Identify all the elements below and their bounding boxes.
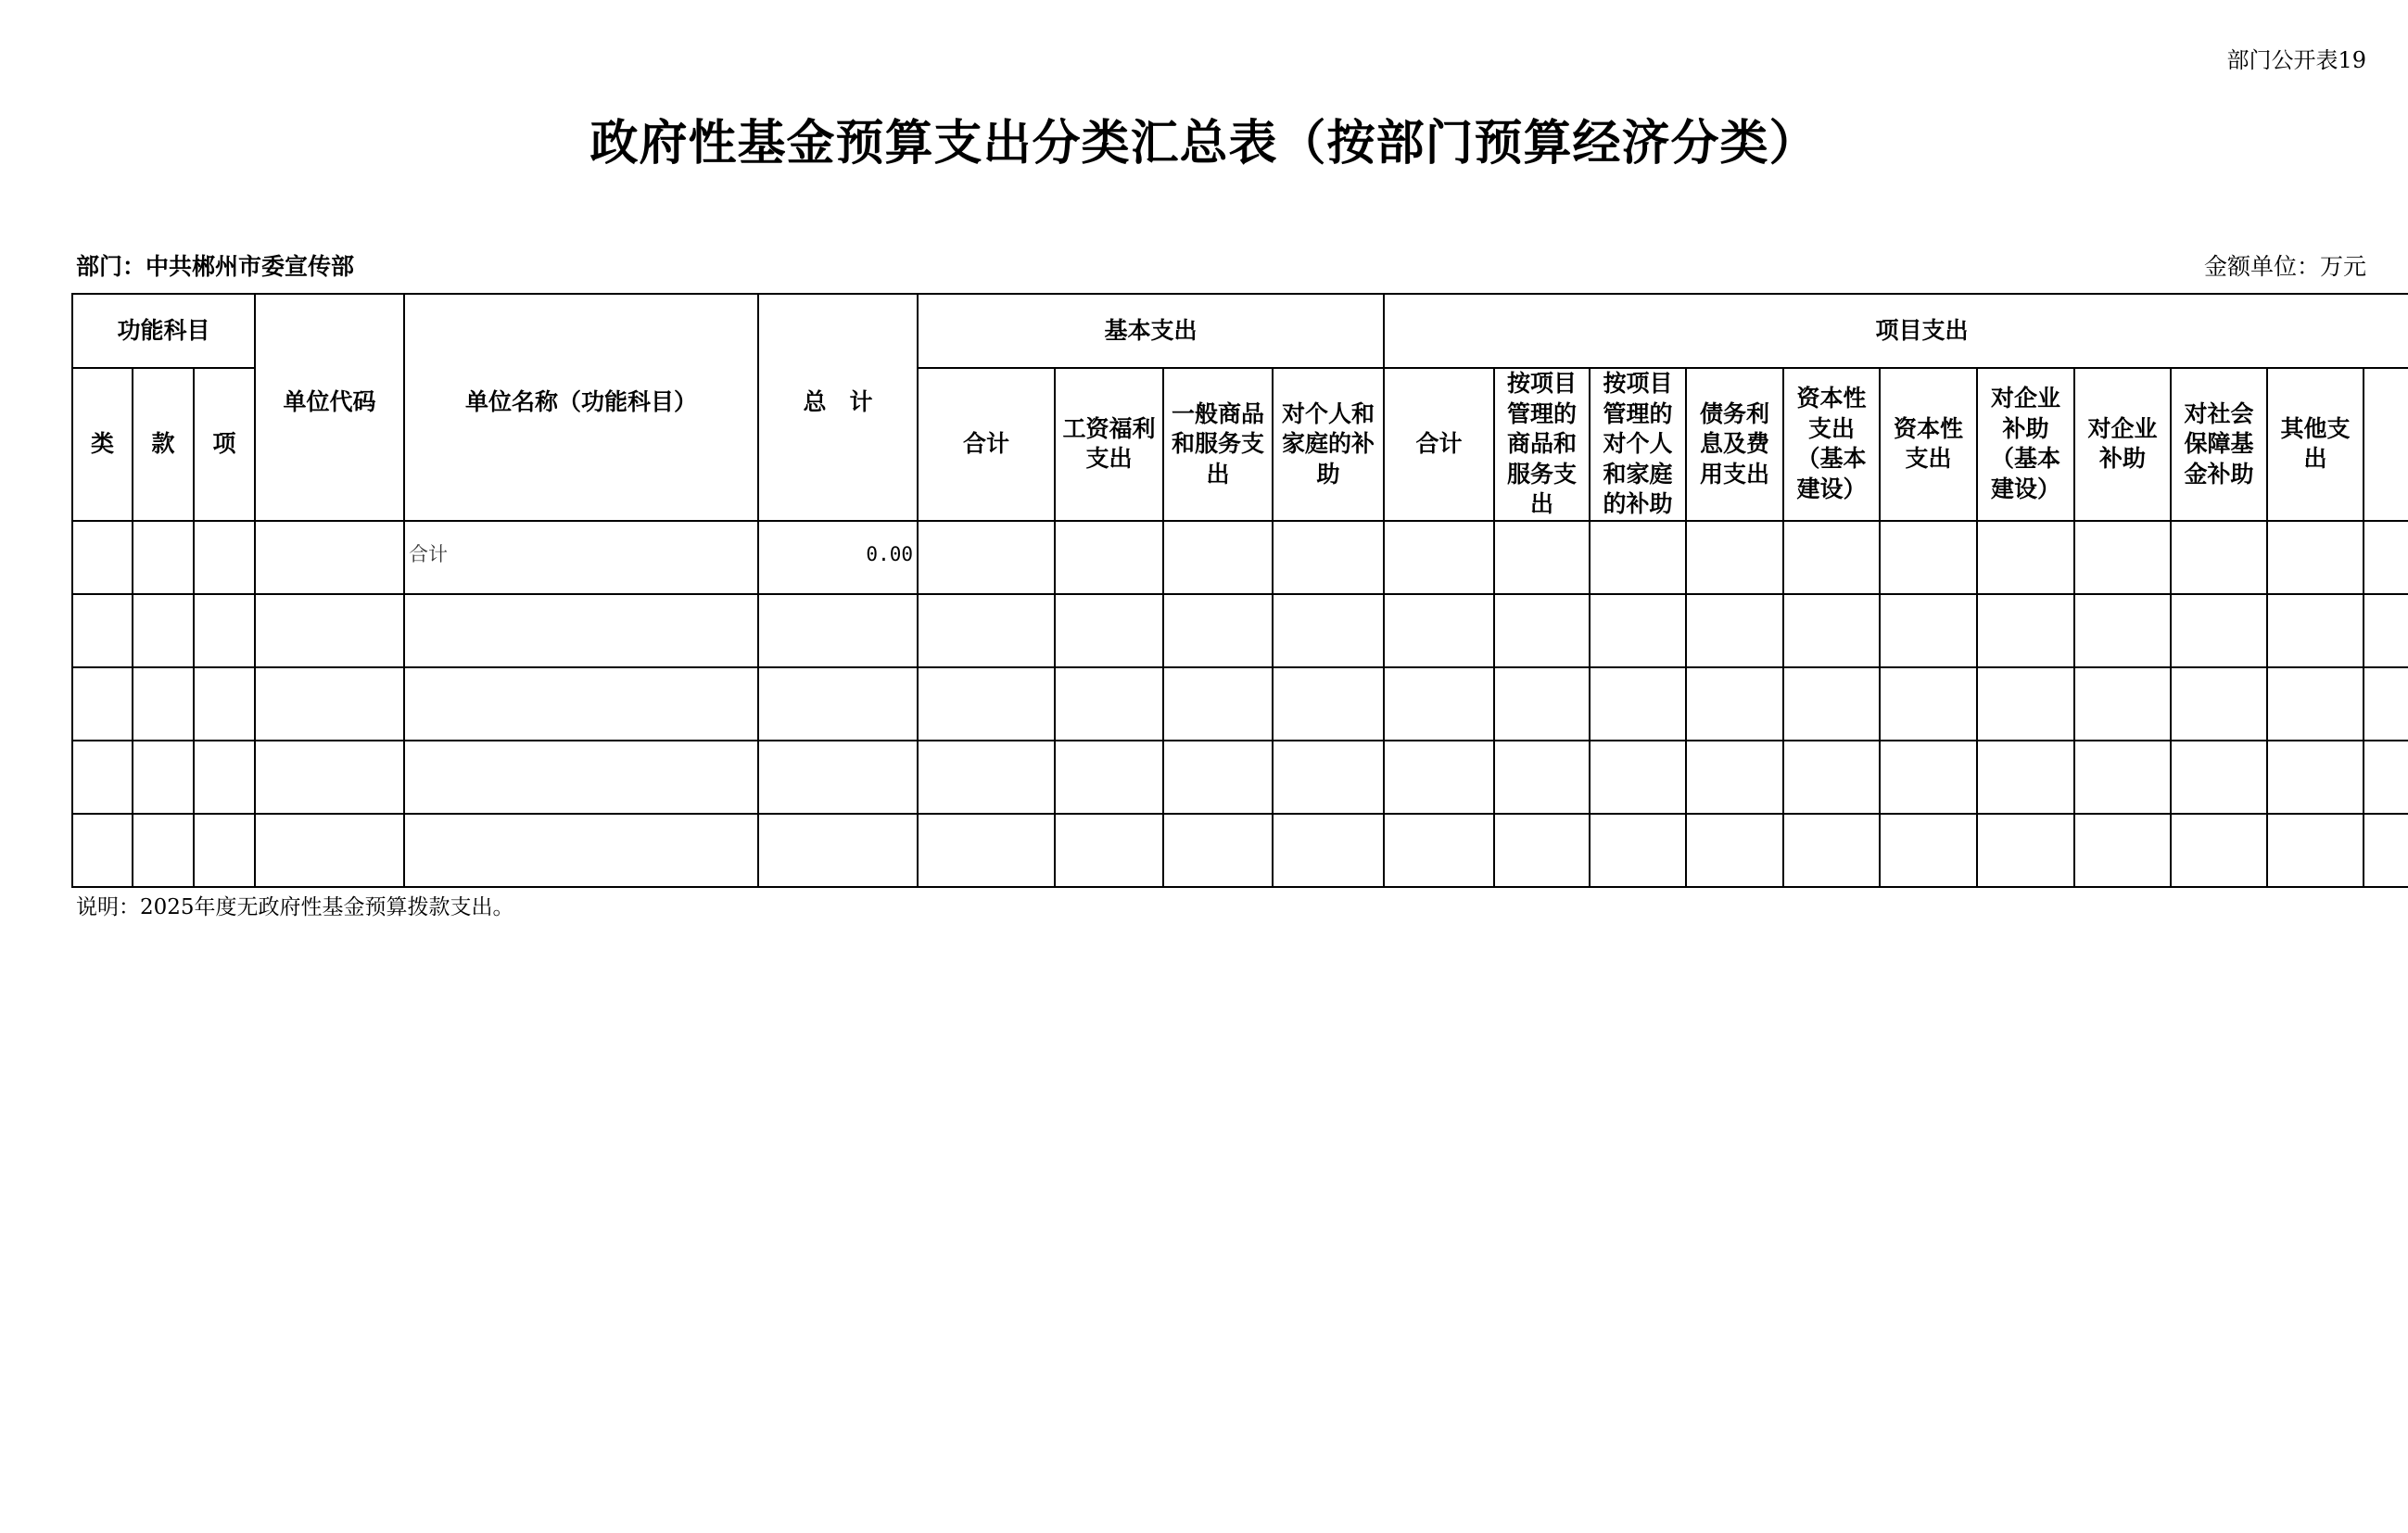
header-project-col: 合计 [1384, 368, 1494, 521]
table-row [72, 667, 2408, 741]
header-basic-col: 工资福利支出 [1055, 368, 1163, 521]
currency-unit-label: 金额单位：万元 [2203, 253, 2366, 280]
header-project-col: 按项目管理的对个人和家庭的补助 [1590, 368, 1686, 521]
header-func-subject: 功能科目 [72, 294, 255, 368]
row-total: 0.00 [758, 521, 918, 594]
header-unit-code: 单位代码 [255, 294, 404, 521]
table-row [72, 741, 2408, 814]
header-project-col: 资本性支出（基本建设） [1783, 368, 1880, 521]
header-project-col: 对企业补助（基本建设） [1977, 368, 2074, 521]
header-project-col: 按项目管理的商品和服务支出 [1494, 368, 1590, 521]
footnote: 说明：2025年度无政府性基金预算拨款支出。 [76, 895, 514, 919]
table-row [72, 594, 2408, 667]
header-project-col: 资本性支出 [1880, 368, 1977, 521]
header-project-col: 对社会保障基金补助 [2171, 368, 2267, 521]
header-total: 总 计 [758, 294, 918, 521]
header-basic-col: 对个人和家庭的补助 [1273, 368, 1384, 521]
row-name: 合计 [404, 521, 758, 594]
header-basic-col: 一般商品和服务支出 [1163, 368, 1273, 521]
header-basic-col: 合计 [918, 368, 1055, 521]
header-project-col: 债务利息及费用支出 [1686, 368, 1783, 521]
department-label: 部门：中共郴州市委宣传部 [76, 253, 355, 280]
header-kuan: 款 [133, 368, 194, 521]
budget-table [71, 293, 2408, 888]
header-xiang: 项 [194, 368, 255, 521]
header-basic-expenditure: 基本支出 [918, 294, 1384, 368]
header-row-1 [72, 294, 2408, 368]
form-number: 部门公开表19 [2226, 47, 2366, 73]
header-lei: 类 [72, 368, 133, 521]
header-unit-name: 单位名称（功能科目） [404, 294, 758, 521]
header-project-col: 对企业补助 [2074, 368, 2171, 521]
header-project-col: 其他支出 [2267, 368, 2364, 521]
table-row [72, 521, 2408, 594]
page-title: 政府性基金预算支出分类汇总表（按部门预算经济分类） [589, 115, 1819, 171]
header-project-expenditure: 项目支出 [1384, 294, 2408, 368]
table-row [72, 814, 2408, 887]
